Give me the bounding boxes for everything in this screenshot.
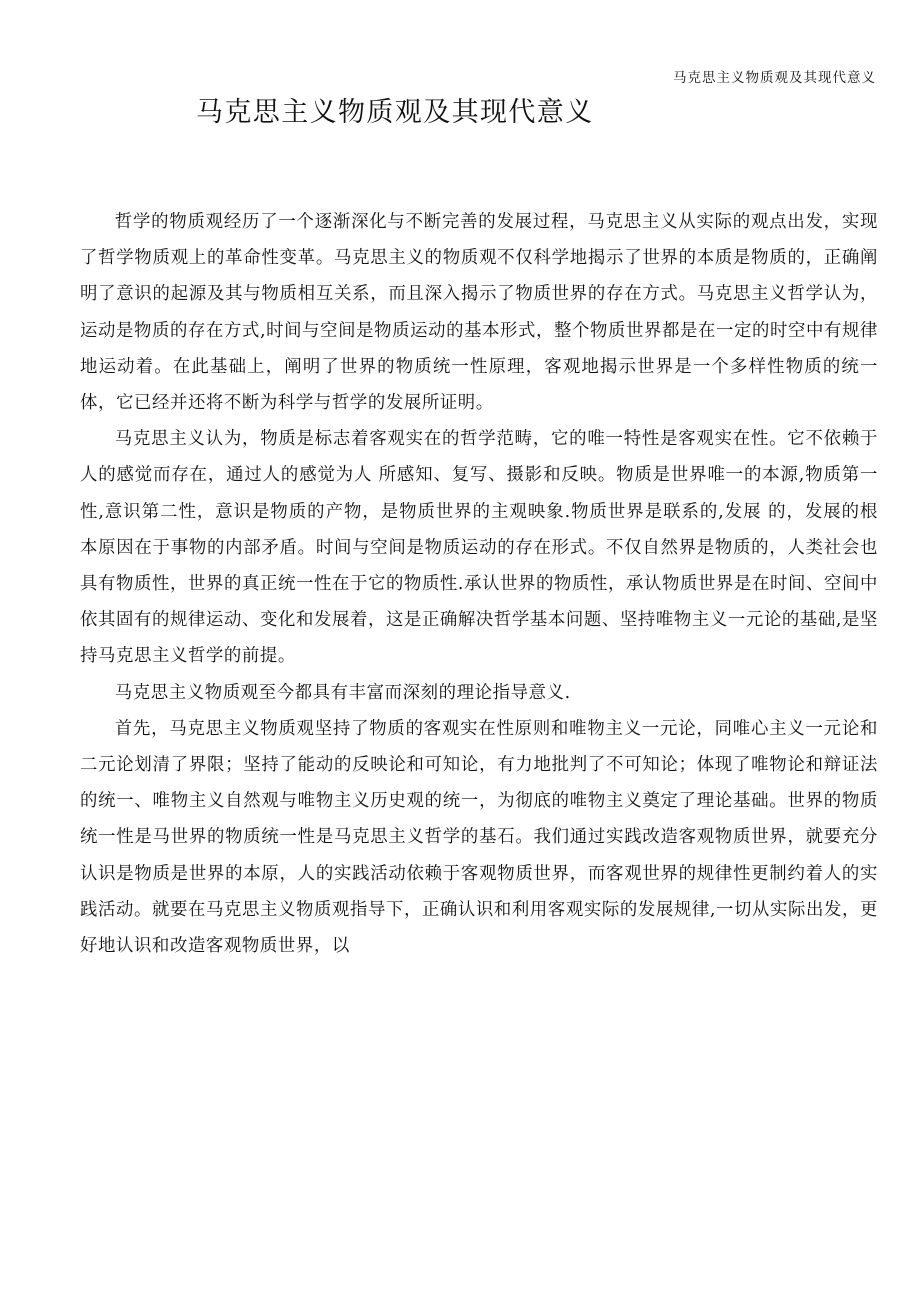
document-title: 马克思主义物质观及其现代意义	[196, 97, 594, 128]
running-header: 马克思主义物质观及其现代意义	[673, 70, 876, 86]
paragraph-3: 马克思主义物质观至今都具有丰富而深刻的理论指导意义.	[114, 682, 571, 703]
paragraph-1: 哲学的物质观经历了一个逐渐深化与不断完善的发展过程，马克思主义从实际的观点出发，实现了哲学物质观上的革命性变革。马克思主义的物质观不仅科学地揭示了世界的本质是物质的，正确阐明了意识的起源及其与物质相互关系，而且深入揭示了物质世界的存在方式。马克思主义哲学认为，运动是物质的存在方式,时间与空间是物质运动的基本形式，整个物质世界都是在一定的时空中有规律地运动着。在此基础上，阐明了世界的物质统一性原理，客观地揭示世界是一个多样性物质的统一体，它已经并还将不断为科学与哲学的发展所证明。	[80, 212, 878, 414]
paragraph-4: 首先，马克思主义物质观坚持了物质的客观实在性原则和唯物主义一元论，同唯心主义一元论和二元论划清了界限；坚持了能动的反映论和可知论，有力地批判了不可知论；体现了唯物论和辩证法的统一、唯物主义自然观与唯物主义历史观的统一，为彻底的唯物主义奠定了理论基础。世界的物质统一性是马世界的物质统一性是马克思主义哲学的基石。我们通过实践改造客观物质世界，就要充分认识是物质是世界的本原，人的实践活动依赖于客观物质世界，而客观世界的规律性更制约着人的实践活动。就要在马克思主义物质观指导下，正确认识和利用客观实际的发展规律,一切从实际出发，更好地认识和改造客观物质世界，以	[80, 718, 878, 957]
document-body	[80, 204, 878, 964]
paragraph-2: 马克思主义认为，物质是标志着客观实在的哲学范畴，它的唯一特性是客观实在性。它不依赖于人的感觉而存在，通过人的感觉为人 所感知、复写、摄影和反映。物质是世界唯一的本源,物质第一性,意识第二性，意识是物质的产物，是物质世界的主观映象.物质世界是联系的,发展 的，发展的根本原因在于事物的内部矛盾。时间与空间是物质运动的存在形式。不仅自然界是物质的，人类社会也具有物质性，世界的真正统一性在于它的物质性.承认世界的物质性，承认物质世界是在时间、空间中依其固有的规律运动、变化和发展着，这是正确解决哲学基本问题、坚持唯物主义一元论的基础,是坚持马克思主义哲学的前提。	[80, 429, 878, 667]
